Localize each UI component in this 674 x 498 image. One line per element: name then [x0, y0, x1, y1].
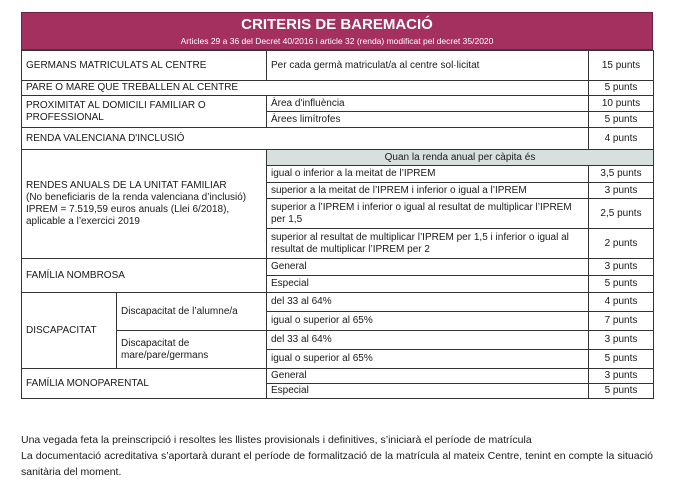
- rendes-iprem: IPREM = 7.519,59 euros anuals (Llei 6/2018), aplicable a l’exercici 2019: [26, 204, 230, 227]
- discapacitat-alumne: Discapacitat de l’alumne/a: [117, 293, 267, 331]
- criteria-table: [21, 50, 654, 399]
- option-nombrosa-especial: Especial: [267, 276, 589, 293]
- points-familia-65: 5 punts: [589, 350, 654, 369]
- footer-line-1: Una vegada feta la preinscripció i resoltes les llistes provisionals i definitives, s’iniciarà el període de matrícula: [21, 434, 532, 446]
- points-pare-mare: 5 punts: [589, 81, 654, 96]
- points-alumne-65: 7 punts: [589, 312, 654, 331]
- option-arees-limitrofes: Àrees limítrofes: [267, 112, 589, 128]
- table-row: [22, 293, 654, 312]
- row-label-proximitat: PROXIMITAT AL DOMICILI FAMILIAR O PROFESSIONAL: [22, 96, 267, 128]
- option-familia-65: igual o superior al 65%: [267, 350, 589, 369]
- option-familia-33-64: del 33 al 64%: [267, 331, 589, 350]
- table-row: [22, 331, 654, 350]
- rendes-note: (No beneficiaris de la renda valenciana d’inclusió): [26, 192, 247, 203]
- table-row: [22, 259, 654, 276]
- footer-line-2: La documentació acreditativa s’aportarà durant el període de formalització de la matrícula al mateix Centre, tenint en compte la situació sanitària del moment.: [21, 450, 653, 478]
- points-nombrosa-especial: 5 punts: [589, 276, 654, 293]
- table-row: [22, 369, 654, 384]
- row-label-renda-valenciana: RENDA VALENCIANA D'INCLUSIÓ: [22, 128, 589, 150]
- points-familia-33-64: 3 punts: [589, 331, 654, 350]
- option-area-influencia: Àrea d'influència: [267, 96, 589, 112]
- page-subtitle: Articles 29 a 36 del Decret 40/2016 i article 32 (renda) modificat pel decret 35/2020: [180, 36, 494, 46]
- points-germans: 15 punts: [589, 51, 654, 81]
- rendes-option-3: superior a l’IPREM i inferior o igual al resultat de multiplicar l’IPREM per 1,5: [267, 199, 589, 229]
- points-renda-valenciana: 4 punts: [589, 128, 654, 150]
- footer-notes: [21, 432, 653, 480]
- table-header: [21, 12, 653, 50]
- points-monoparental-general: 3 punts: [589, 369, 654, 384]
- rendes-option-4: superior al resultat de multiplicar l’IPREM per 1,5 i inferior o igual al resultat de multiplicar l’IPREM per 2: [267, 229, 589, 259]
- table-row: [22, 81, 654, 96]
- option-alumne-33-64: del 33 al 64%: [267, 293, 589, 312]
- points-rendes-3: 2,5 punts: [589, 199, 654, 229]
- table-row: [22, 128, 654, 150]
- page-title: CRITERIS DE BAREMACIÓ: [241, 16, 433, 33]
- points-rendes-4: 2 punts: [589, 229, 654, 259]
- table-row: [22, 150, 654, 166]
- points-nombrosa-general: 3 punts: [589, 259, 654, 276]
- points-monoparental-especial: 5 punts: [589, 384, 654, 399]
- option-alumne-65: igual o superior al 65%: [267, 312, 589, 331]
- row-label-rendes: [22, 150, 267, 259]
- row-label-pare-mare: PARE O MARE QUE TREBALLEN AL CENTRE: [22, 81, 589, 96]
- points-rendes-2: 3 punts: [589, 183, 654, 199]
- table-row: [22, 51, 654, 81]
- points-alumne-33-64: 4 punts: [589, 293, 654, 312]
- table-row: [22, 96, 654, 112]
- option-monoparental-general: General: [267, 369, 589, 384]
- discapacitat-familia: Discapacitat de mare/pare/germans: [117, 331, 267, 369]
- rendes-option-1: igual o inferior a la meitat de l’IPREM: [267, 166, 589, 183]
- row-label-germans: GERMANS MATRICULATS AL CENTRE: [22, 51, 267, 81]
- row-label-monoparental: FAMÍLIA MONOPARENTAL: [22, 369, 267, 399]
- criteria-panel: [21, 12, 653, 399]
- rendes-option-2: superior a la meitat de l’IPREM i inferior o igual a l’IPREM: [267, 183, 589, 199]
- rendes-subheader: Quan la renda anual per càpita és: [267, 150, 654, 166]
- row-label-discapacitat: DISCAPACITAT: [22, 293, 117, 369]
- row-desc-germans: Per cada germà matriculat/a al centre sol·licitat: [267, 51, 589, 81]
- option-monoparental-especial: Especial: [267, 384, 589, 399]
- points-rendes-1: 3,5 punts: [589, 166, 654, 183]
- points-arees-limitrofes: 5 punts: [589, 112, 654, 128]
- row-label-nombrosa: FAMÍLIA NOMBROSA: [22, 259, 267, 293]
- option-nombrosa-general: General: [267, 259, 589, 276]
- rendes-title: RENDES ANUALS DE LA UNITAT FAMILIAR: [26, 180, 227, 191]
- points-area-influencia: 10 punts: [589, 96, 654, 112]
